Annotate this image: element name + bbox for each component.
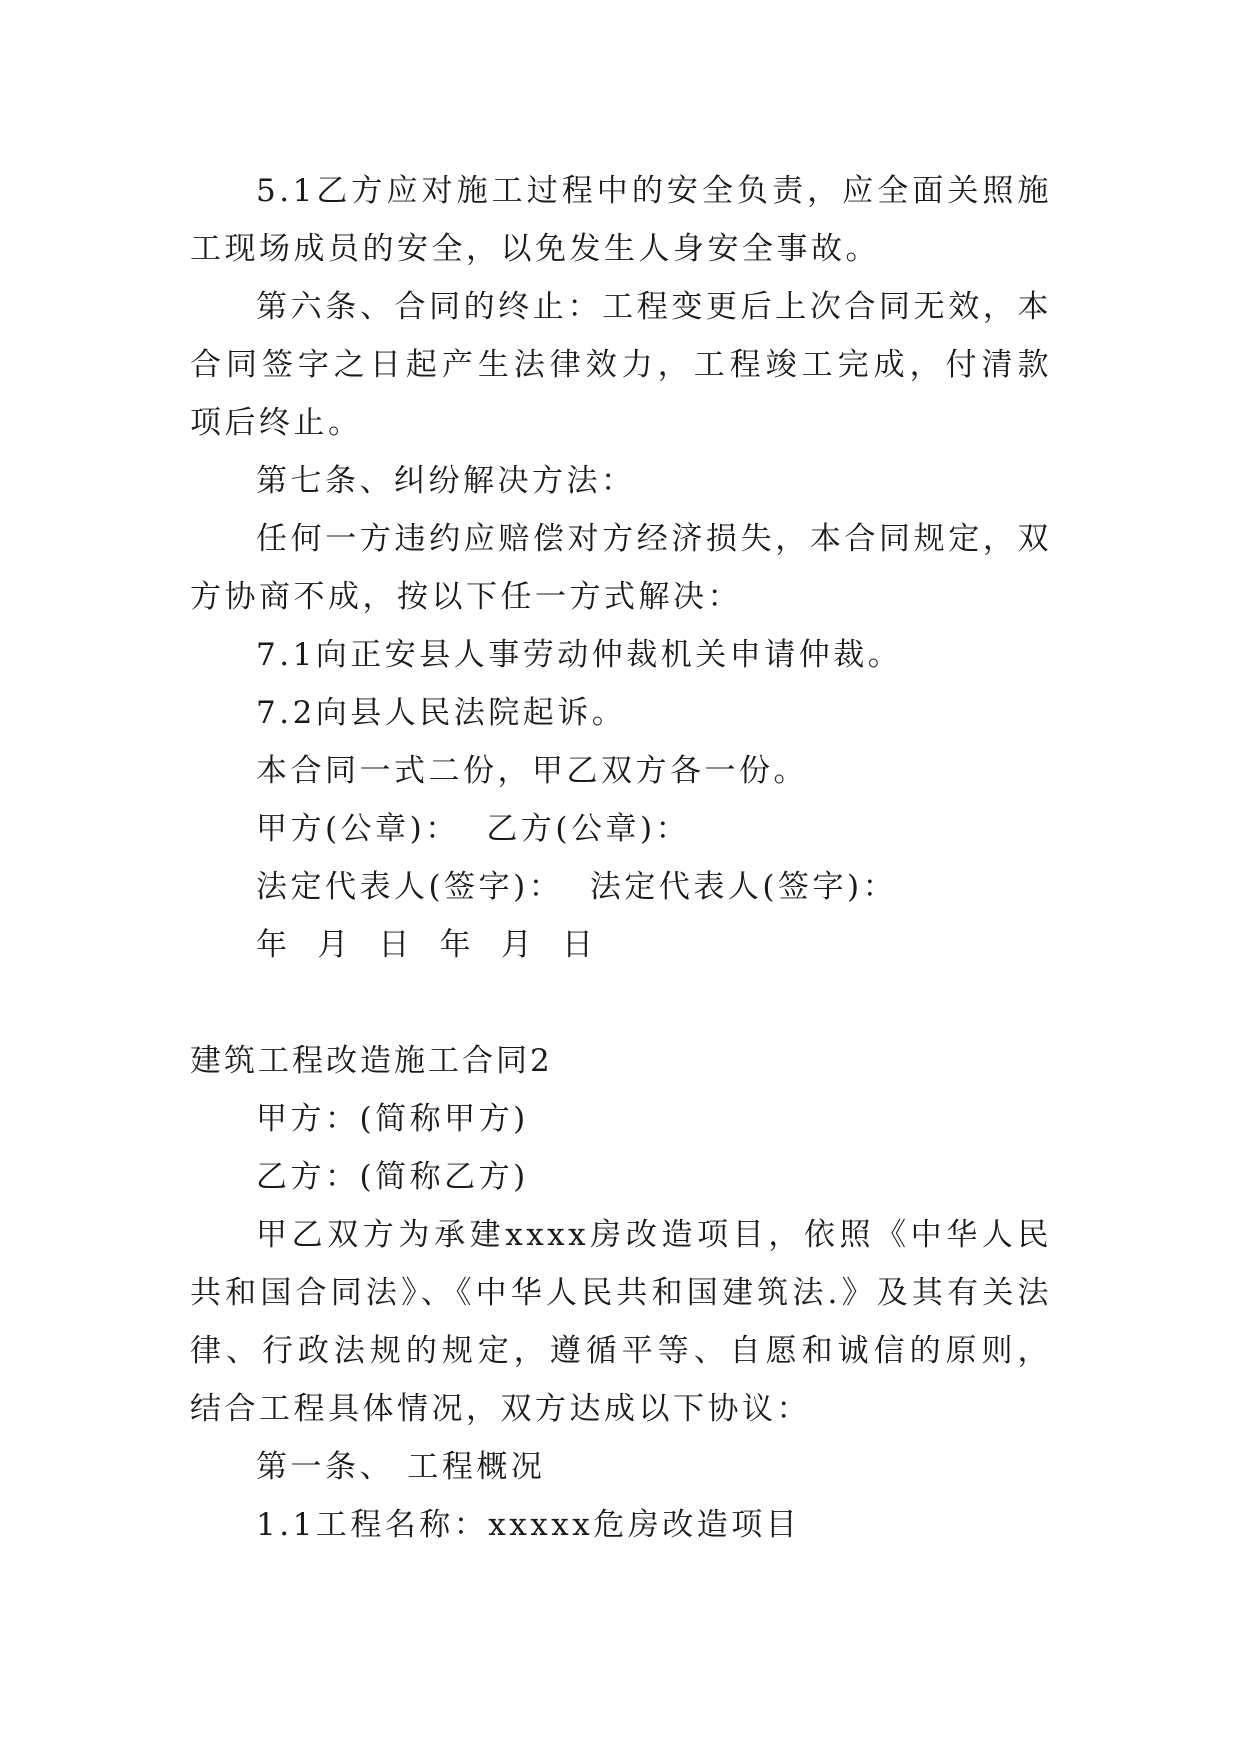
paragraph-agreement-basis: 甲乙双方为承建xxxx房改造项目，依照《中华人民共和国合同法》、《中华人民共和国建筑法.》及其有关法律、行政法规的规定，遵循平等、自愿和诚信的原则，结合工程具体情况，双方达成以下协议： <box>190 1217 1052 1427</box>
paragraph-safety-clause: 5.1乙方应对施工过程中的安全负责，应全面关照施工现场成员的安全，以免发生人身安全事故。 <box>190 173 1052 267</box>
paragraph-seals: 甲方(公章)： 乙方(公章)： <box>256 811 691 847</box>
paragraph-party-b: 乙方：(简称乙方) <box>256 1159 529 1195</box>
paragraph-dates: 年 月 日 年 月 日 <box>256 927 597 963</box>
section-title: 建筑工程改造施工合同2 <box>190 1043 553 1079</box>
paragraph-clause-7-1: 7.1向正安县人事劳动仲裁机关申请仲裁。 <box>256 637 903 673</box>
paragraph-signatures: 法定代表人(签字)： 法定代表人(签字)： <box>256 869 898 905</box>
section-spacer <box>190 974 1052 1032</box>
paragraph-project-name: 1.1工程名称：xxxxx危房改造项目 <box>256 1507 801 1543</box>
paragraph-article-6-termination: 第六条、合同的终止：工程变更后上次合同无效，本合同签字之日起产生法律效力，工程竣工完成，付清款项后终止。 <box>190 289 1052 441</box>
paragraph-article-7-heading: 第七条、纠纷解决方法： <box>256 463 636 499</box>
paragraph-copies: 本合同一式二份，甲乙双方各一份。 <box>256 753 808 789</box>
paragraph-clause-7-2: 7.2向县人民法院起诉。 <box>256 695 627 731</box>
document-body <box>190 162 1052 1554</box>
paragraph-breach-compensation: 任何一方违约应赔偿对方经济损失，本合同规定，双方协商不成，按以下任一方式解决： <box>190 521 1052 615</box>
paragraph-article-1-heading: 第一条、 工程概况 <box>256 1449 546 1485</box>
paragraph-party-a: 甲方：(简称甲方) <box>256 1101 529 1137</box>
